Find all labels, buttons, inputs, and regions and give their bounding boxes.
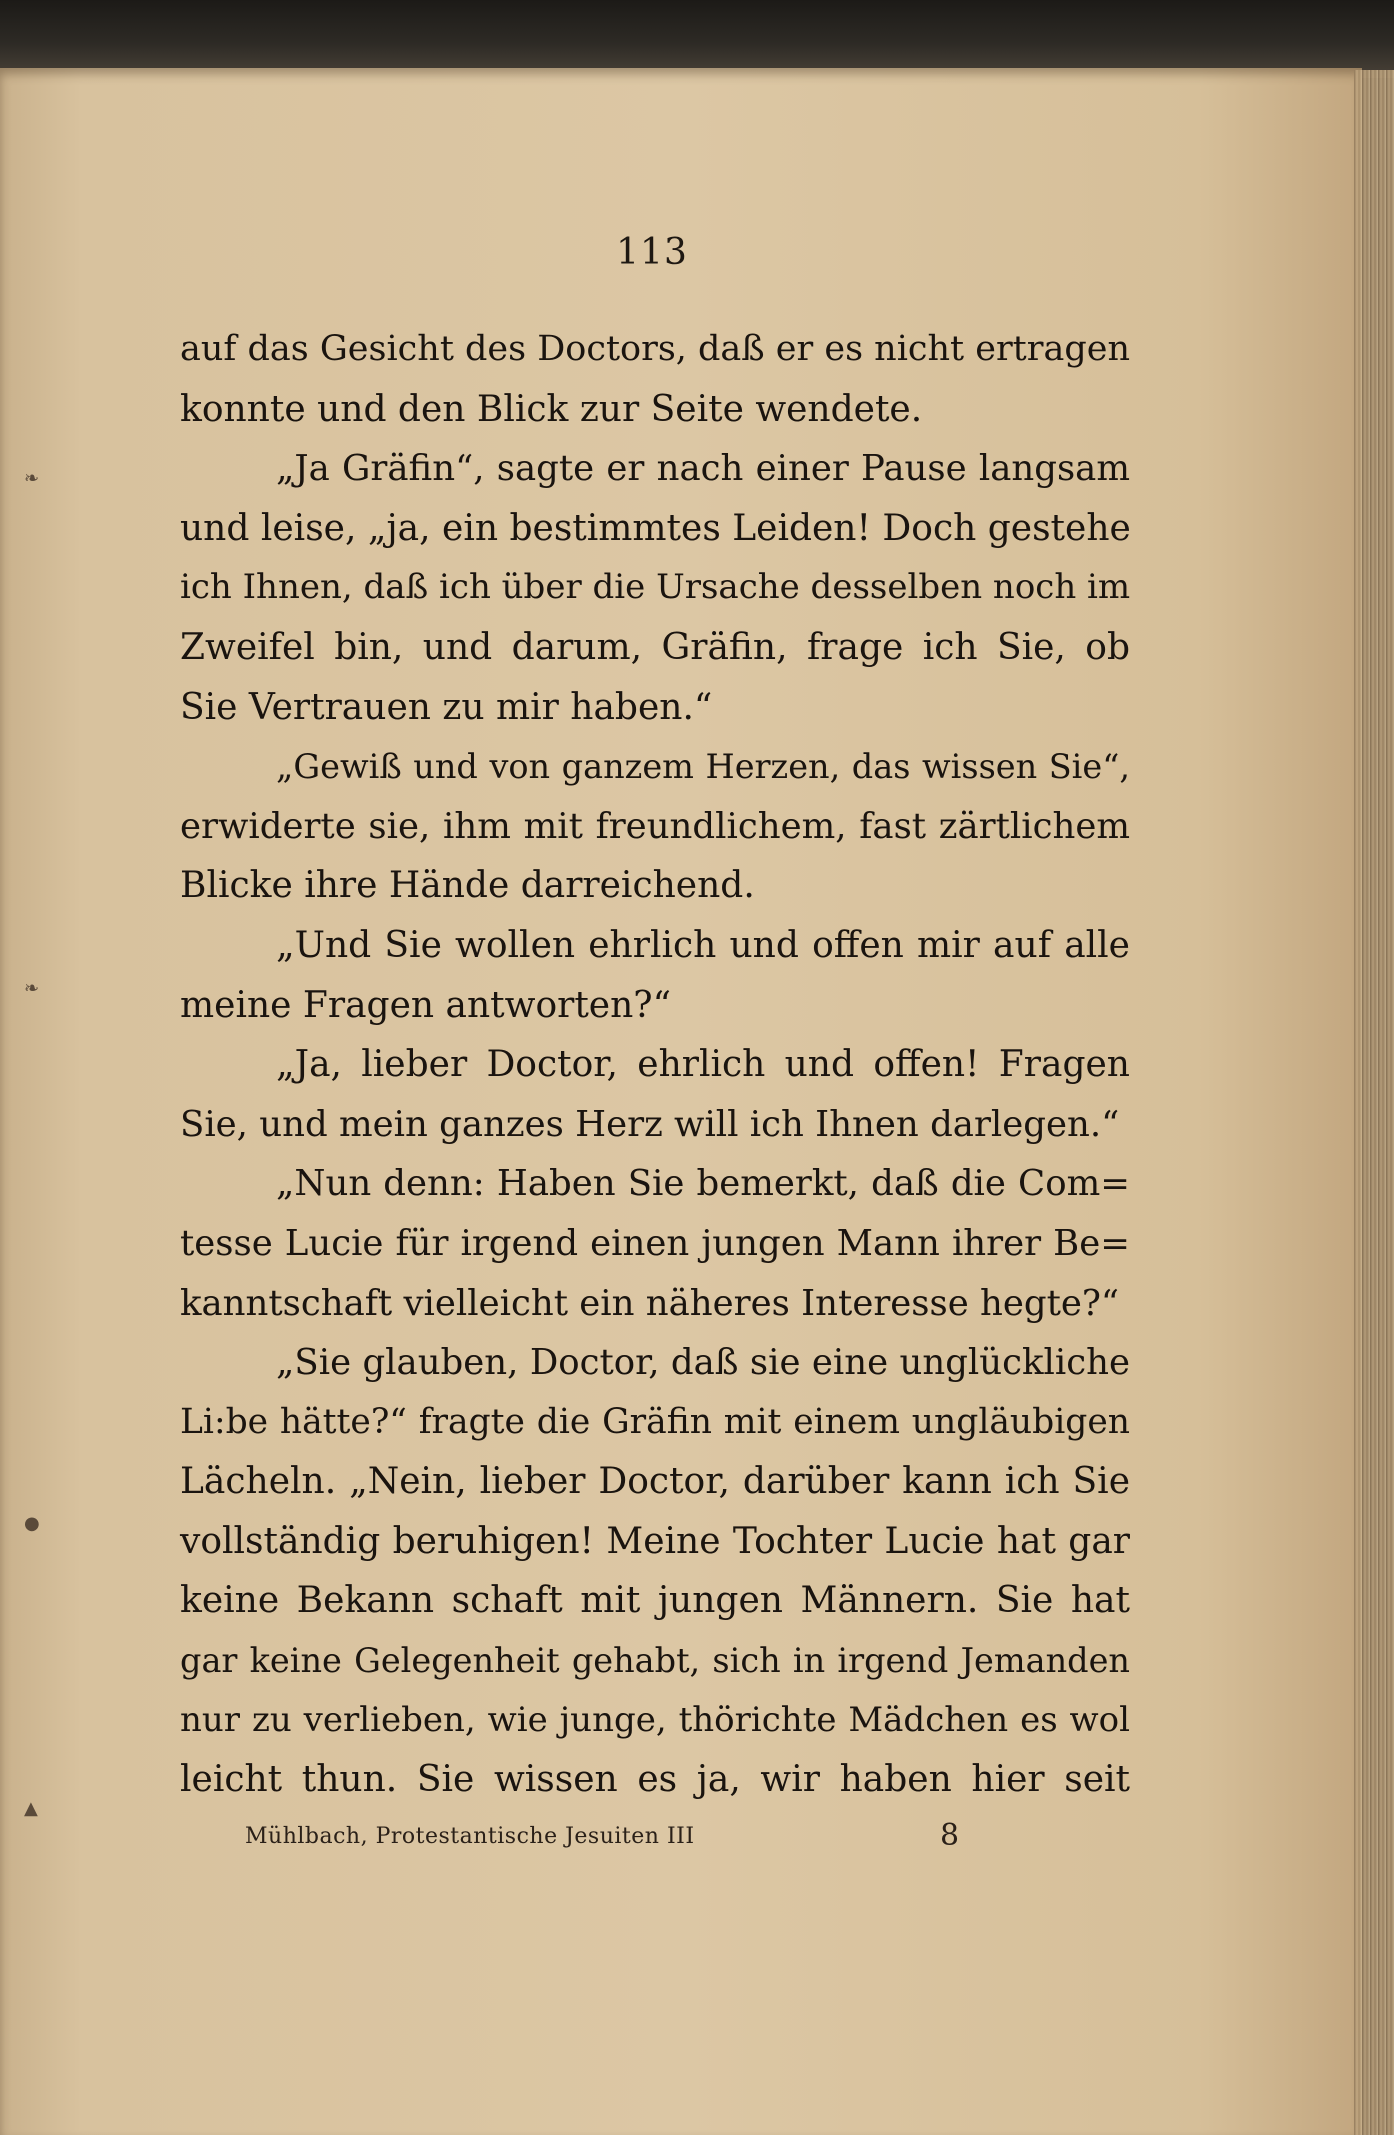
top-shadow [0,0,1394,78]
text-line: ich Ihnen, daß ich über die Ursache desselben noch im [180,567,1131,608]
margin-mark: ▲ [24,1798,38,1819]
footer-signature: Mühlbach, Protestantische Jesuiten III [245,1824,695,1849]
text-line: „Ja Gräfin“, sagte er nach einer Pause langsam [276,448,1130,490]
text-line: vollständig beruhigen! Meine Tochter Lucie hat gar [180,1520,1130,1562]
text-line: „Gewiß und von ganzem Herzen, das wissen Sie“, [276,747,1130,787]
text-line: tesse Lucie für irgend einen jungen Mann ihrer Be= [180,1222,1130,1264]
text-line: nur zu verlieben, wie junge, thörichte Mädchen es wol [180,1699,1130,1740]
text-line: „Und Sie wollen ehrlich und offen mir auf alle [276,924,1130,966]
text-line: gar keine Gelegenheit gehabt, sich in irgend Jemanden [180,1641,1130,1681]
page-footer [245,1818,965,1858]
margin-mark: ❧ [24,468,40,489]
text-line: Li:be hätte?“ fragte die Gräfin mit einem ungläubigen [180,1401,1130,1442]
footer-sheet-number: 8 [940,1818,960,1853]
text-line: leicht thun. Sie wissen es ja, wir haben hier seit [180,1759,1130,1801]
text-line: „Nun denn: Haben Sie bemerkt, daß die Com= [276,1163,1130,1205]
margin-mark: ❧ [24,978,40,999]
text-line: Lächeln. „Nein, lieber Doctor, darüber kann ich Sie [180,1461,1130,1503]
text-line: und leise, „ja, ein bestimmtes Leiden! Doch gestehe [180,507,1131,549]
text-line: keine Bekann schaft mit jungen Männern. Sie hat [180,1580,1130,1622]
text-line: Zweifel bin, und darum, Gräfin, frage ich Sie, ob [180,626,1130,668]
text-line: kanntschaft vielleicht ein näheres Interesse hegte?“ [180,1282,1120,1324]
page-edges [1354,70,1394,2135]
page-number: 113 [616,232,688,273]
text-line: meine Fragen antworten?“ [180,984,671,1026]
text-line: Sie, und mein ganzes Herz will ich Ihnen darlegen.“ [180,1103,1120,1145]
text-line: „Sie glauben, Doctor, daß sie eine unglückliche [276,1342,1130,1384]
text-line: „Ja, lieber Doctor, ehrlich und offen! Fragen [276,1044,1130,1086]
margin-mark: ● [24,1513,40,1534]
text-line: auf das Gesicht des Doctors, daß er es nicht ertragen [180,329,1131,369]
body-text [180,320,1130,1810]
text-line: Blicke ihre Hände darreichend. [180,865,755,907]
text-line: erwiderte sie, ihm mit freundlichem, fast zärtlichem [180,805,1130,847]
text-line: konnte und den Blick zur Seite wendete. [180,388,923,430]
text-line: Sie Vertrauen zu mir haben.“ [180,686,713,728]
